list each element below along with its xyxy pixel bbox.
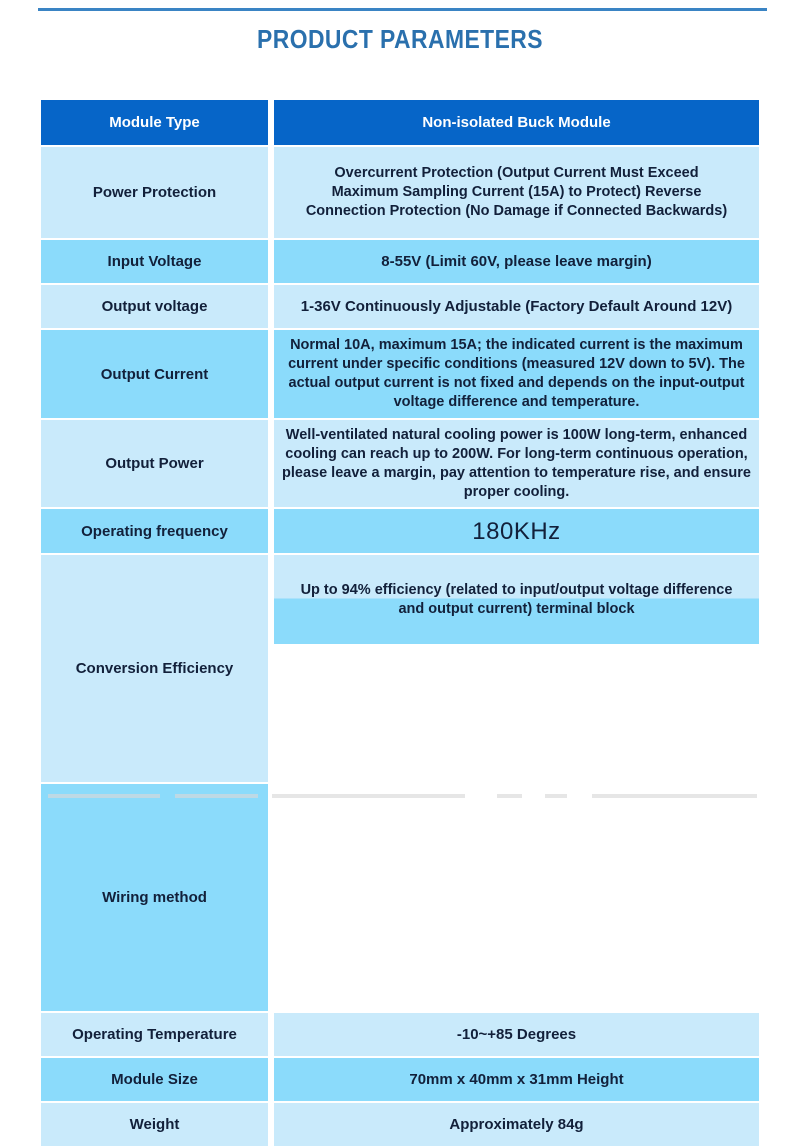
row-label: Weight: [41, 1103, 268, 1146]
table-row-output-power: [41, 420, 759, 507]
row-label: Power Protection: [41, 147, 268, 238]
header-module-value-cell: Non-isolated Buck Module: [274, 100, 759, 145]
row-value: 8-55V (Limit 60V, please leave margin): [274, 240, 759, 283]
row-label: Input Voltage: [41, 240, 268, 283]
row-value: -10~+85 Degrees: [274, 1013, 759, 1056]
row-label: Output Current: [41, 330, 268, 418]
table-header-row: [41, 100, 759, 145]
row-value-text: Up to 94% efficiency (related to input/output voltage difference and output current) terminal block: [300, 581, 733, 617]
row-value: 180KHz: [274, 509, 759, 553]
row-value: [274, 330, 759, 418]
row-label: Output voltage: [41, 285, 268, 328]
merged-left-labels: [41, 555, 268, 1011]
cutoff-content-fragments: [0, 794, 800, 798]
cutoff-fragment: [272, 794, 465, 798]
row-label: Module Size: [41, 1058, 268, 1101]
row-value: [274, 420, 759, 507]
row-value-text: Normal 10A, maximum 15A; the indicated current is the maximum current under specific conditions (measured 12V down to 5V). The actual output current is not fixed and depends on the input-output voltage difference and temperature.: [288, 337, 745, 410]
table-row-operating-temperature: [41, 1013, 759, 1056]
merged-row-value: [274, 555, 759, 644]
top-divider-line: [38, 8, 767, 11]
row-value: 1-36V Continuously Adjustable (Factory Default Around 12V): [274, 285, 759, 328]
row-label: Operating frequency: [41, 509, 268, 553]
row-label: Output Power: [41, 420, 268, 507]
table-row-output-current: [41, 330, 759, 418]
cutoff-fragment: [497, 794, 522, 798]
row-value-text: Overcurrent Protection (Output Current Must Exceed Maximum Sampling Current (15A) to Protect) Reverse Connection Protection (No Damage if Connected Backwards): [305, 165, 728, 219]
product-parameters-table: [41, 100, 759, 1146]
row-label-wiring-method: Wiring method: [41, 784, 268, 1011]
table-row-weight: [41, 1103, 759, 1146]
page-title: PRODUCT PARAMETERS: [257, 24, 543, 54]
table-row-operating-frequency: [41, 509, 759, 553]
cutoff-fragment: [175, 794, 258, 798]
cutoff-fragment: [48, 794, 160, 798]
row-value: 70mm x 40mm x 31mm Height: [274, 1058, 759, 1101]
row-value: [274, 147, 759, 238]
table-row-module-size: [41, 1058, 759, 1101]
row-label-conversion-efficiency: Conversion Efficiency: [41, 555, 268, 782]
row-value-text: Well-ventilated natural cooling power is 100W long-term, enhanced cooling can reach up to 200W. For long-term continuous operation, please leave a margin, pay attention to temperature rise, and ensure proper cooling.: [282, 426, 751, 500]
cutoff-fragment: [592, 794, 757, 798]
row-label: Operating Temperature: [41, 1013, 268, 1056]
cutoff-fragment: [545, 794, 567, 798]
table-row-output-voltage: [41, 285, 759, 328]
row-value: Approximately 84g: [274, 1103, 759, 1146]
header-module-type-cell: Module Type: [41, 100, 268, 145]
table-row-efficiency-wiring: [41, 555, 759, 1011]
table-row-power-protection: [41, 147, 759, 238]
table-row-input-voltage: [41, 240, 759, 283]
